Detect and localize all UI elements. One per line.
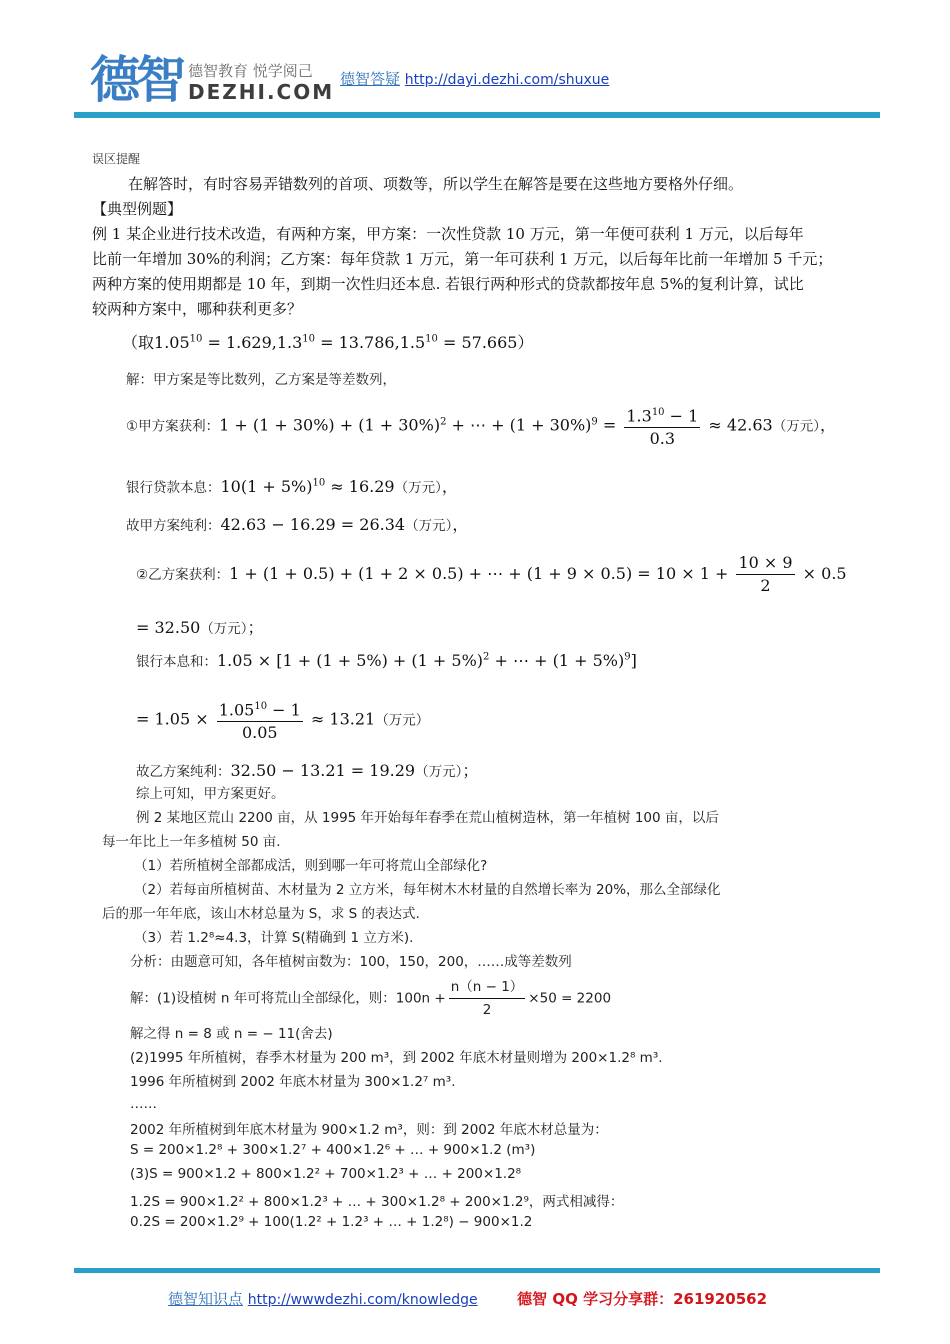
header-link-label[interactable]: 德智答疑 (340, 70, 401, 88)
unit-label: （万元） (394, 480, 442, 496)
logo-mark: 德智 (90, 51, 182, 109)
example2-sol1 (130, 976, 611, 1021)
sol1-tail: ×50 = 2200 (528, 990, 612, 1007)
plan-b-frac-den: 2 (760, 576, 771, 595)
unit-label: （万元） (772, 418, 820, 435)
plan-a-loan-label: 银行贷款本息： (126, 480, 221, 496)
plan-a-expr: 1 + (1 + 30%) + (1 + 30%) (219, 415, 441, 435)
header-link[interactable] (340, 68, 609, 89)
plan-b-profit-result: = 32.50（万元）； (136, 618, 264, 637)
unit-label: （万元） (375, 712, 430, 729)
footer-links (168, 1288, 767, 1309)
solution-intro: 解：甲方案是等比数列，乙方案是等差数列， (126, 372, 396, 388)
plan-a-fraction (624, 402, 700, 450)
plan-a-net: 故甲方案纯利：42.63 − 16.29 = 26.34（万元）， (126, 515, 469, 534)
logo-wordmark: DEZHI.COM (188, 80, 335, 104)
example2-s3-line3: 0.2S = 200×1.2⁹ + 100(1.2² + 1.2³ + … + 1.2⁸) − 900×1.2 (130, 1214, 533, 1230)
plan-a-frac-exp: 10 (651, 407, 665, 418)
plan-b-loan-calc (136, 696, 429, 744)
plan-a-eq: = (597, 415, 622, 435)
given-prefix: （取 (122, 333, 155, 352)
plan-a-frac-num: 1.3 (626, 406, 652, 426)
plan-b-result: = 32.50 (136, 618, 201, 637)
plan-b-loan-exp2: 2 (483, 651, 490, 663)
pitfall-text: 在解答时，有时容易弄错数列的首项、项数等，所以学生在解答是要在这些地方要格外仔细。 (128, 175, 744, 193)
given-c-val: = 57.665 (437, 333, 518, 352)
given-b: 1.3 (276, 333, 303, 352)
plan-b-frac-num: 10 × 9 (736, 552, 794, 575)
plan-b-tail: × 0.5 (797, 564, 847, 583)
pitfall-title: 误区提醒 (92, 152, 141, 166)
example2-line2: 每一年比上一年多植树 50 亩. (102, 834, 281, 850)
plan-a-result: ≈ 42.63 (703, 415, 773, 435)
given-a: 1.05 (154, 333, 190, 352)
example1-line: 比前一年增加 30%的利润；乙方案：每年贷款 1 万元，第一年可获利 1 万元，以后每年比前一年增加 5 千元； (92, 250, 833, 268)
example2-q3: （3）若 1.2⁸≈4.3，计算 S(精确到 1 立方米). (134, 930, 414, 946)
plan-b-fraction (736, 552, 794, 597)
plan-a-loan-expr: 10(1 + 5%) (220, 477, 313, 496)
example2-s2-line1: (2)1995 年所植树，春季木材量为 200 m³，到 2002 年底木材量则增为 200×1.2⁸ m³. (130, 1050, 663, 1066)
example1-line: 例 1 某企业进行技术改造，有两种方案，甲方案：一次性贷款 10 万元，第一年便可获利 1 万元，以后每年 (92, 225, 804, 243)
footer-link-label[interactable]: 德智知识点 (168, 1290, 244, 1308)
given-c-exp: 10 (425, 333, 438, 345)
plan-b-net-label: 故乙方案纯利： (136, 764, 231, 780)
plan-b-loan-label: 银行本息和： (136, 654, 217, 670)
plan-b-loan (136, 650, 637, 670)
plan-b-profit (136, 552, 847, 597)
example2-analysis: 分析：由题意可知，各年植树亩数为：100，150，200，……成等差数列 (130, 954, 572, 970)
sol1-frac-num: n（n − 1） (449, 976, 526, 999)
example2-s2-line4: S = 200×1.2⁸ + 300×1.2⁷ + 400×1.2⁶ + … + 900×1.2 (m³) (130, 1142, 536, 1158)
plan-a-net-label: 故甲方案纯利： (126, 518, 221, 534)
plan-b-frac2-den: 0.05 (241, 723, 278, 743)
plan-b-profit-label: ②乙方案获利： (136, 567, 230, 583)
examples-heading: 【典型例题】 (92, 200, 183, 218)
example2-line1: 例 2 某地区荒山 2200 亩，从 1995 年开始每年春季在荒山植树造林，第一年植树 100 亩，以后 (136, 810, 719, 826)
unit-label: （万元） (200, 621, 248, 637)
plan-a-loan: 银行贷款本息：$10(1 + 5\%)^{10} \approx 16.29$（万元）， (126, 477, 458, 496)
logo-slogan: 德智教育 悦学阅己 (188, 62, 313, 80)
plan-a-loan-result: ≈ 16.29 (325, 477, 395, 496)
footer-link-url[interactable]: http://wwwdezhi.com/knowledge (247, 1292, 478, 1308)
example2-q2a: （2）若每亩所植树苗、木材量为 2 立方米，每年树木木材量的自然增长率为 20%，那么全部绿化 (134, 882, 721, 898)
given-b-val: = 13.786, (315, 333, 400, 352)
given-a-exp: 10 (189, 333, 203, 345)
plan-b-loan-mid: + ⋯ + (1 + 5%) (489, 651, 625, 670)
plan-b-expr: 1 + (1 + 0.5) + (1 + 2 × 0.5) + ⋯ + (1 + 9 × 0.5) = 10 × 1 + (229, 564, 734, 583)
given-c: 1.5 (399, 333, 426, 352)
plan-b-net-expr: 32.50 − 13.21 = 19.29 (230, 761, 416, 780)
example2-s3-line2: 1.2S = 900×1.2² + 800×1.2³ + … + 300×1.2⁸ + 200×1.2⁹，两式相减得： (130, 1194, 624, 1210)
example1-line: 两种方案的使用期都是 10 年，到期一次性归还本息. 若银行两种形式的贷款都按年息 5%的复利计算，试比 (92, 275, 804, 293)
plan-a-exp2: 2 (440, 416, 447, 428)
example1-line: 较两种方案中，哪种获利更多？ (92, 300, 303, 318)
example2-sol1-result: 解之得 n = 8 或 n = − 11(舍去) (130, 1026, 333, 1042)
plan-b-frac2-exp: 10 (254, 701, 268, 712)
plan-b-loan-exp9: 9 (624, 651, 631, 663)
given-suffix: ） (517, 333, 534, 352)
sol1-fraction (449, 976, 526, 1021)
plan-b-loan-expr: 1.05 × [1 + (1 + 5%) + (1 + 5%) (217, 651, 484, 670)
plan-a-profit-label: ①甲方案获利： (126, 418, 220, 435)
plan-a-frac-tail: − 1 (664, 406, 699, 426)
footer-qq-number: 261920562 (673, 1290, 768, 1308)
plan-a-profit: ①甲方案获利：$1 + (1 + 30\%) + (1 + 30\%)^2$ + ⋯ + $(1 + 30\%)^9$ = $\frac{1.3^{10} - 1}{0.3}$ ≈ 42.63（万元）， (126, 402, 836, 450)
example2-q1: （1）若所植树全部都成活，则到哪一年可将荒山全部绿化? (134, 858, 488, 874)
plan-b-frac2-tail: − 1 (267, 700, 301, 720)
given-values (122, 330, 533, 353)
example2-q2b: 后的那一年年底，该山木材总量为 S，求 S 的表达式. (102, 906, 420, 922)
plan-b-frac2-num: 1.05 (218, 700, 255, 720)
plan-b-loan2-result: ≈ 13.21 (305, 709, 376, 729)
given-b-exp: 10 (302, 333, 316, 345)
plan-b-loan-close: ] (630, 651, 637, 670)
footer-qq-label: 德智 QQ 学习分享群： (517, 1290, 674, 1308)
unit-label: （万元） (405, 518, 453, 534)
conclusion: 综上可知，甲方案更好。 (136, 786, 285, 802)
plan-b-loan2-prefix: = 1.05 × (136, 709, 214, 729)
header-divider (74, 112, 880, 118)
example2-s2-line3: 2002 年所植树到年底木材量为 900×1.2 m³，则：到 2002 年底木材总量为： (130, 1122, 608, 1138)
given-a-val: = 1.629, (202, 333, 277, 352)
example2-s3-line1: (3)S = 900×1.2 + 800×1.2² + 700×1.2³ + … + 200×1.2⁸ (130, 1166, 522, 1182)
sol1-frac-den: 2 (482, 1002, 492, 1018)
header-link-url[interactable]: http://dayi.dezhi.com/shuxue (404, 72, 610, 88)
example2-s2-dots: …… (130, 1096, 157, 1112)
plan-a-loan-exp: 10 (312, 477, 326, 489)
plan-a-mid: + ⋯ + (1 + 30%) (446, 415, 592, 435)
plan-a-net-expr: 42.63 − 16.29 = 26.34 (220, 515, 406, 534)
sol1-prefix: 解：(1)设植树 n 年可将荒山全部绿化，则：100n + (130, 990, 446, 1007)
example2-s2-line2: 1996 年所植树到 2002 年底木材量为 300×1.2⁷ m³. (130, 1074, 456, 1090)
plan-a-exp9: 9 (591, 416, 598, 428)
plan-b-loan-fraction (217, 696, 303, 744)
footer-divider (74, 1268, 880, 1273)
unit-label: （万元） (415, 764, 463, 780)
plan-a-frac-den: 0.3 (649, 429, 676, 449)
plan-b-net: 故乙方案纯利：32.50 − 13.21 = 19.29（万元）； (136, 761, 479, 780)
